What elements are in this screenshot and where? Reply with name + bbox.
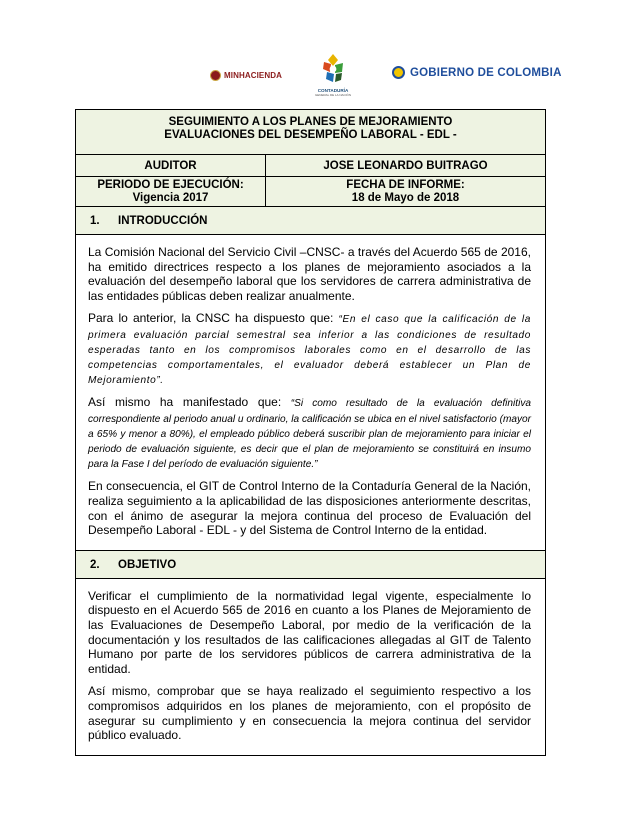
intro-paragraph-4: En consecuencia, el GIT de Control Interno de la Contaduría General de la Nación, realiza seguimiento a la aplicabilidad de las disposiciones anteriormente descritas, con el ánimo de asegurar la mejora continua del proceso de Evaluación del Desempeño Laboral - EDL - y del Sistema de Control Interno de la entidad.: [88, 479, 531, 538]
section-title: OBJETIVO: [118, 558, 177, 571]
intro-paragraph-1: La Comisión Nacional del Servicio Civil –CNSC- a través del Acuerdo 565 de 2016, ha emitido directrices respecto a los planes de mejoramiento asociados a la evaluación del desempeño laboral que los servidores de carrera administrativa de las entidades públicas deben realizar anualmente.: [88, 245, 531, 303]
intro-quote-2: “Si como resultado de la evaluación definitiva correspondiente al periodo anual u ordinario, la calificación se ubica en el nivel satisfactorio (mayor a 65% y menor a 80%), el empleado público deberá suscribir plan de mejoramiento para iniciar el periodo de evaluación siguiente, es decir que el plan de mejoramiento se constituirá en insumo para la Fase I del período de evaluación siguiente.”: [88, 398, 531, 471]
report-date-label: FECHA DE INFORME:: [346, 179, 465, 191]
section-heading-introduccion: [76, 207, 545, 235]
report-date-cell: [266, 177, 545, 206]
colombia-seal-icon: [392, 66, 405, 79]
contaduria-logo-subtext: GENERAL DE LA NACIÓN: [314, 93, 352, 97]
gobierno-colombia-logo: [392, 66, 562, 79]
intro-paragraph-2: [88, 311, 531, 387]
report-document: [75, 109, 546, 756]
report-date-value: 18 de Mayo de 2018: [351, 192, 460, 204]
intro-paragraph-2-lead: Para lo anterior, la CNSC ha dispuesto que:: [88, 311, 339, 326]
contaduria-logo-text: CONTADURÍA: [317, 88, 349, 93]
period-date-row: [76, 177, 545, 207]
gobierno-logo-text: GOBIERNO DE COLOMBIA: [410, 66, 562, 79]
intro-quote-1: “En el caso que la calificación de la primera evaluación parcial semestral sea inferior a las condiciones de resultado esperadas tanto en los compromisos laborales como en el desarrollo de las competencias comportamentales, el evaluador deberá establecer un Plan de Mejoramiento”.: [88, 314, 531, 387]
period-cell: [76, 177, 266, 206]
contaduria-emblem-icon: [318, 52, 348, 84]
section-title: INTRODUCCIÓN: [118, 215, 208, 227]
report-title-line1: SEGUIMIENTO A LOS PLANES DE MEJORAMIENTO: [168, 116, 453, 128]
period-label: PERIODO DE EJECUCIÓN:: [97, 179, 244, 191]
minhacienda-logo: [210, 70, 282, 81]
auditor-label: AUDITOR: [76, 155, 266, 176]
section-heading-objetivo: [76, 551, 545, 579]
section-number: 2.: [90, 558, 100, 571]
report-title-line2: EVALUACIONES DEL DESEMPEÑO LABORAL - EDL -: [164, 129, 457, 141]
objective-paragraph-2: Así mismo, comprobar que se haya realizado el seguimiento respectivo a los compromisos adquiridos en los planes de mejoramiento, con el propósito de asegurar su cumplimiento y en consecuencia la mejora continua del servidor público evaluado.: [88, 684, 531, 743]
section-body-introduccion: [76, 235, 545, 551]
section-number: 1.: [90, 215, 100, 227]
intro-paragraph-3-lead: Así mismo ha manifestado que:: [88, 395, 291, 410]
auditor-value: JOSE LEONARDO BUITRAGO: [323, 160, 488, 172]
report-title: [76, 110, 545, 155]
intro-paragraph-3: [88, 395, 531, 471]
objective-paragraph-1: Verificar el cumplimiento de la normatividad legal vigente, especialmente lo dispuesto en el Acuerdo 565 de 2016 en cuanto a los Planes de Mejoramiento de las Evaluaciones de Desempeño Laboral, por medio de la verificación de la documentación y los resultados de las calificaciones allegadas al GIT de Talento Humano por parte de los servidores públicos de carrera administrativa de la entidad.: [88, 588, 531, 676]
contaduria-logo: [311, 52, 355, 97]
auditor-row: [76, 155, 545, 177]
minhacienda-logo-text: MINHACIENDA: [224, 71, 282, 80]
coat-of-arms-icon: [210, 70, 221, 81]
period-value: Vigencia 2017: [132, 192, 209, 204]
section-body-objetivo: [76, 579, 545, 755]
header-logos: [0, 52, 638, 104]
